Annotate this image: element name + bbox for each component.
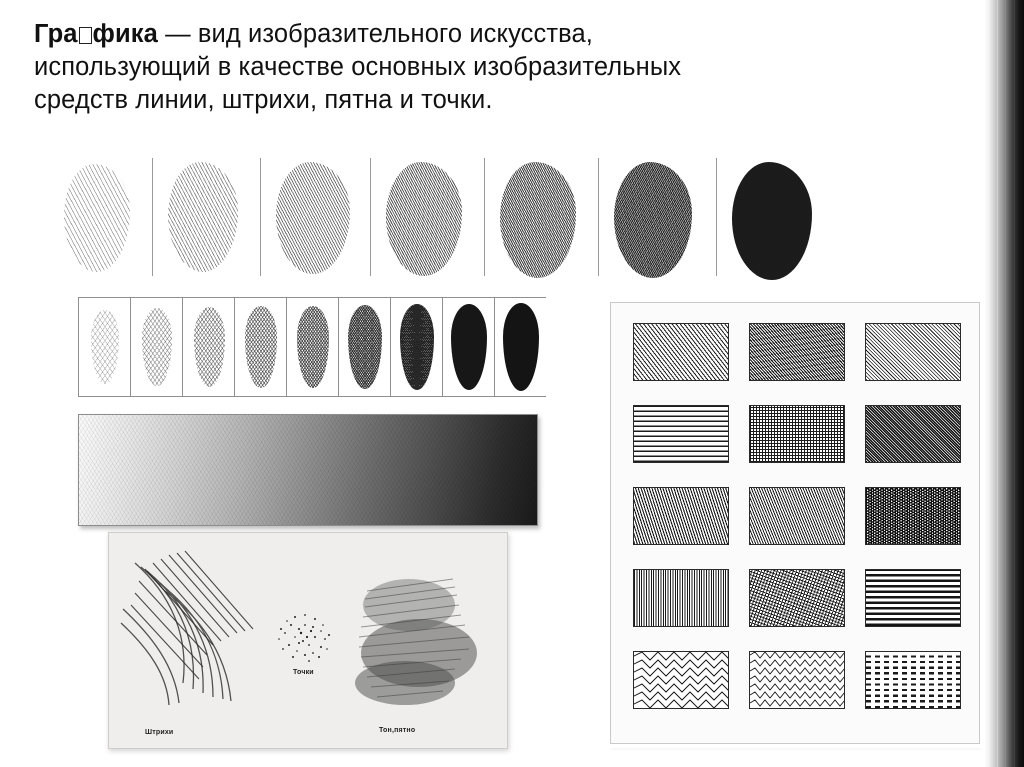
pattern-fill [634, 652, 728, 708]
pattern-fill [866, 324, 960, 380]
pencil-strokes-drawing [109, 533, 507, 748]
page-title [34, 18, 734, 117]
hatch-cell [610, 158, 700, 280]
title-rest: фика [92, 20, 158, 48]
texture-swatch-fine-crosshatch [865, 323, 961, 381]
leaf-swatch [451, 304, 487, 390]
texture-swatch-diagonal-hatch [633, 323, 729, 381]
cell-divider [260, 158, 261, 276]
pattern-fill [866, 570, 960, 626]
pattern-fill [866, 488, 960, 544]
hatch-blob [168, 162, 238, 272]
hatch-blob [614, 162, 692, 278]
pattern-mask [866, 652, 960, 708]
texture-swatch-stipple-medium [749, 569, 845, 627]
hatch-cell [728, 158, 820, 280]
tone-smudge [355, 579, 477, 705]
leaf-cell [390, 297, 444, 397]
pattern-fill [866, 406, 960, 462]
hatch-cell [58, 158, 140, 280]
hatch-cell [272, 158, 358, 280]
texture-swatch-zigzag-fine [749, 651, 845, 709]
leaf-swatch [142, 308, 172, 386]
hatch-blob [64, 164, 130, 272]
leaf-swatch [503, 303, 539, 391]
pattern-fill [750, 652, 844, 708]
texture-swatch-grid-mesh [749, 405, 845, 463]
photo-caption-dots: Точки [293, 669, 314, 676]
texture-swatch-dense-crosshatch [865, 405, 961, 463]
slide-edge-decoration [984, 0, 1024, 767]
hatch-blob [386, 162, 462, 276]
pattern-fill [634, 406, 728, 462]
hatch-cell [382, 158, 470, 280]
hatch-blob [732, 162, 812, 280]
texture-sample-grid [610, 302, 980, 744]
leaf-swatch [400, 304, 434, 390]
cell-divider [370, 158, 371, 276]
leaf-swatch [194, 307, 225, 387]
title-body: — вид изобразительного искусства, использующий в качестве основных изобразительных средств линии, штрихи, пятна и точки. [34, 20, 682, 115]
texture-swatch-stipple-dense [865, 487, 961, 545]
missing-glyph-box [79, 27, 92, 44]
leaf-swatch [245, 306, 277, 388]
stipple-dot-cluster [278, 614, 330, 662]
leaf-swatch [297, 306, 329, 388]
cell-divider [484, 158, 485, 276]
pattern-fill [750, 406, 844, 462]
texture-swatch-curved-hatch [749, 487, 845, 545]
texture-swatch-dash-rows [865, 651, 961, 709]
texture-swatch-dense-diagonal-hatch [749, 323, 845, 381]
pattern-fill [750, 488, 844, 544]
leaf-cell [182, 297, 236, 397]
leaf-swatch [348, 305, 382, 389]
texture-swatch-zigzag-chevron [633, 651, 729, 709]
hatch-cell [164, 158, 248, 280]
pattern-fill [634, 570, 728, 626]
leaf-cell [130, 297, 184, 397]
leaf-cell [286, 297, 340, 397]
hatch-blob [276, 162, 350, 274]
pattern-fill [750, 570, 844, 626]
hatch-cell [496, 158, 584, 280]
texture-swatch-horizontal-streaks [865, 569, 961, 627]
crosshatch-leaf-scale-strip [78, 297, 546, 397]
cell-divider [152, 158, 153, 276]
texture-swatch-horizontal-lines [633, 405, 729, 463]
cell-divider [598, 158, 599, 276]
pencil-marks-photo [108, 532, 508, 749]
hatch-blob [500, 162, 576, 278]
cell-divider [716, 158, 717, 276]
band-crosshatch-overlay [79, 415, 537, 525]
continuous-tone-gradient-band [78, 414, 538, 526]
leaf-cell [234, 297, 288, 397]
texture-swatch-vertical-fine-lines [633, 569, 729, 627]
leaf-cell [78, 297, 132, 397]
leaf-cell [338, 297, 392, 397]
photo-caption-tone: Тон,пятно [379, 727, 416, 734]
leaf-cell [442, 297, 496, 397]
pattern-fill [634, 324, 728, 380]
leaf-swatch [91, 310, 119, 384]
pattern-fill [750, 324, 844, 380]
photo-caption-strokes: Штрихи [145, 729, 174, 736]
title-lead: Гра [34, 20, 78, 48]
leaf-cell [494, 297, 546, 397]
texture-swatch-steep-diagonal-hatch [633, 487, 729, 545]
pattern-fill [634, 488, 728, 544]
